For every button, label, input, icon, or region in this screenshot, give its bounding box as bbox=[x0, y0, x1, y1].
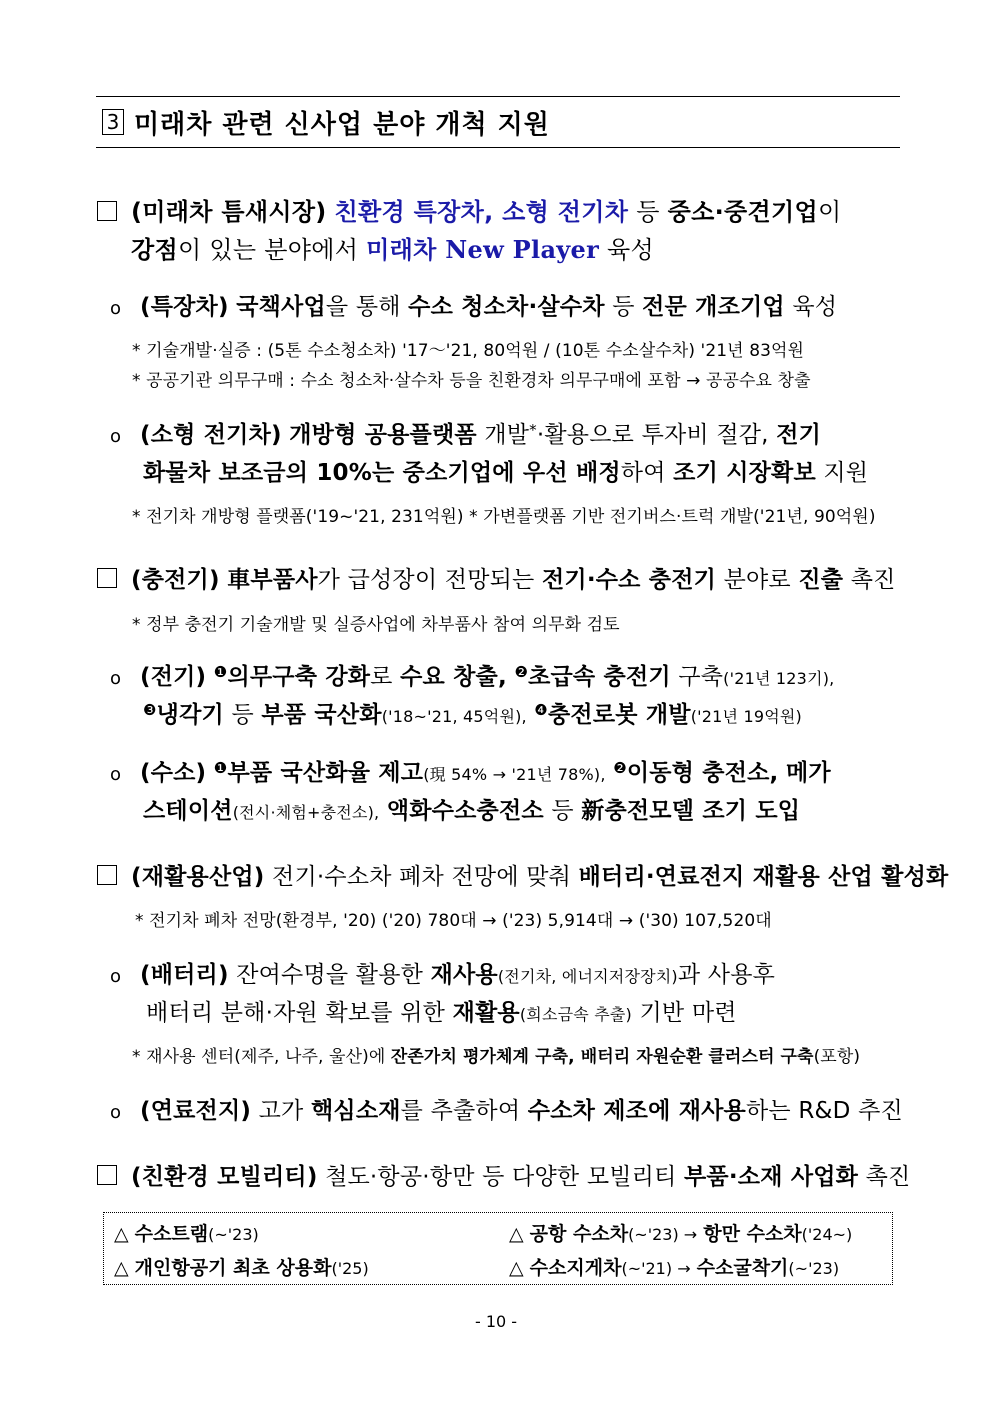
p2s2-line2: 스테이션(전시·체험+충전소), 액화수소충전소 등 新충전모델 조기 도입 bbox=[143, 798, 801, 824]
circle-bullet-icon: o bbox=[110, 668, 122, 689]
mobility-examples-box bbox=[103, 1212, 893, 1285]
p1s2-line2: 화물차 보조금의 10%는 중소기업에 우선 배정하여 조기 시장확보 지원 bbox=[143, 460, 869, 486]
circle-bullet-icon: o bbox=[110, 764, 122, 785]
p2-line: (충전기) 車부품사가 급성장이 전망되는 전기·수소 충전기 분야로 진출 촉진 bbox=[97, 561, 896, 594]
square-bullet-icon bbox=[97, 568, 117, 588]
page-number: - 10 - bbox=[474, 1312, 518, 1331]
circle-bullet-icon: o bbox=[110, 298, 122, 319]
section-header bbox=[96, 96, 900, 148]
p3s1-line1: o (배터리) 잔여수명을 활용한 재사용(전기차, 에너지저장장치)과 사용후 bbox=[110, 962, 776, 988]
p1-line1: (미래차 틈새시장) 친환경 특장차, 소형 전기차 등 중소·중견기업이 bbox=[97, 192, 841, 227]
example-hydrogen-tram: △ 수소트램(~'23) bbox=[114, 1223, 259, 1245]
square-bullet-icon bbox=[97, 201, 117, 221]
p2s1-line2: $^❸$냉각기 등 부품 국산화('18~'21, 45억원), $^❹$충전로봇 개발('21년 19억원) bbox=[143, 701, 802, 728]
example-hydrogen-forklift-excavator: △ 수소지게차(~'21) → 수소굴착기(~'23) bbox=[509, 1257, 840, 1279]
section-title: 미래차 관련 신사업 분야 개척 지원 bbox=[134, 109, 550, 140]
square-bullet-icon bbox=[97, 1165, 117, 1185]
p3-line: (재활용산업) 전기·수소차 폐차 전망에 맞춰 배터리·연료전지 재활용 산업 활성화 bbox=[97, 858, 948, 891]
p3s1-line2: 배터리 분해·자원 확보를 위한 재활용(희소금속 추출) 기반 마련 bbox=[146, 1000, 737, 1026]
circle-bullet-icon: o bbox=[110, 966, 122, 987]
p1s2-note1: * 전기차 개방형 플랫폼('19~'21, 231억원) * 가변플랫폼 기반 전기버스·트럭 개발('21년, 90억원) bbox=[132, 507, 876, 527]
p3-note1: * 전기차 폐차 전망(환경부, '20) ('20) 780대 → ('23) 5,914대 → ('30) 107,520대 bbox=[135, 911, 772, 931]
p2s2-line1: o (수소) $^❶$부품 국산화율 제고(現 54% → '21년 78%), $^❷$이동형 충전소, 메가 bbox=[110, 759, 831, 786]
example-personal-aircraft: △ 개인항공기 최초 상용화('25) bbox=[114, 1257, 369, 1279]
example-airport-port-hydrogen-vehicle: △ 공항 수소차(~'23) → 항만 수소차('24~) bbox=[509, 1223, 853, 1245]
circle-bullet-icon: o bbox=[110, 426, 122, 447]
p1s2-line1: o (소형 전기차) 개방형 공용플랫폼 개발*·활용으로 투자비 절감, 전기 bbox=[110, 421, 822, 448]
circle-bullet-icon: o bbox=[110, 1102, 122, 1123]
p1-line2: 강점이 있는 분야에서 미래차 New Player 육성 bbox=[131, 235, 654, 264]
square-bullet-icon bbox=[97, 865, 117, 885]
p1s1-note1: * 기술개발·실증 : (5톤 수소청소차) '17～'21, 80억원 / (10톤 수소살수차) '21년 83억원 bbox=[132, 341, 805, 361]
p3s1-note1: * 재사용 센터(제주, 나주, 울산)에 잔존가치 평가체계 구축, 배터리 자원순환 클러스터 구축(포항) bbox=[132, 1047, 861, 1067]
p1s1-line: o (특장차) 국책사업을 통해 수소 청소차·살수차 등 전문 개조기업 육성 bbox=[110, 294, 838, 320]
p2-note1: * 정부 충전기 기술개발 및 실증사업에 차부품사 참여 의무화 검토 bbox=[132, 615, 620, 635]
section-number: 3 bbox=[102, 109, 124, 135]
p1s1-note2: * 공공기관 의무구매 : 수소 청소차·살수차 등을 친환경차 의무구매에 포함 → 공공수요 창출 bbox=[132, 371, 811, 391]
p4-line: (친환경 모빌리티) 철도·항공·항만 등 다양한 모빌리티 부품·소재 사업화 촉진 bbox=[97, 1158, 910, 1191]
p2s1-line1: o (전기) $^❶$의무구축 강화로 수요 창출, $^❷$초급속 충전기 구축('21년 123기), bbox=[110, 663, 835, 690]
p3s2-line: o (연료전지) 고가 핵심소재를 추출하여 수소차 제조에 재사용하는 R&D 추진 bbox=[110, 1098, 903, 1124]
